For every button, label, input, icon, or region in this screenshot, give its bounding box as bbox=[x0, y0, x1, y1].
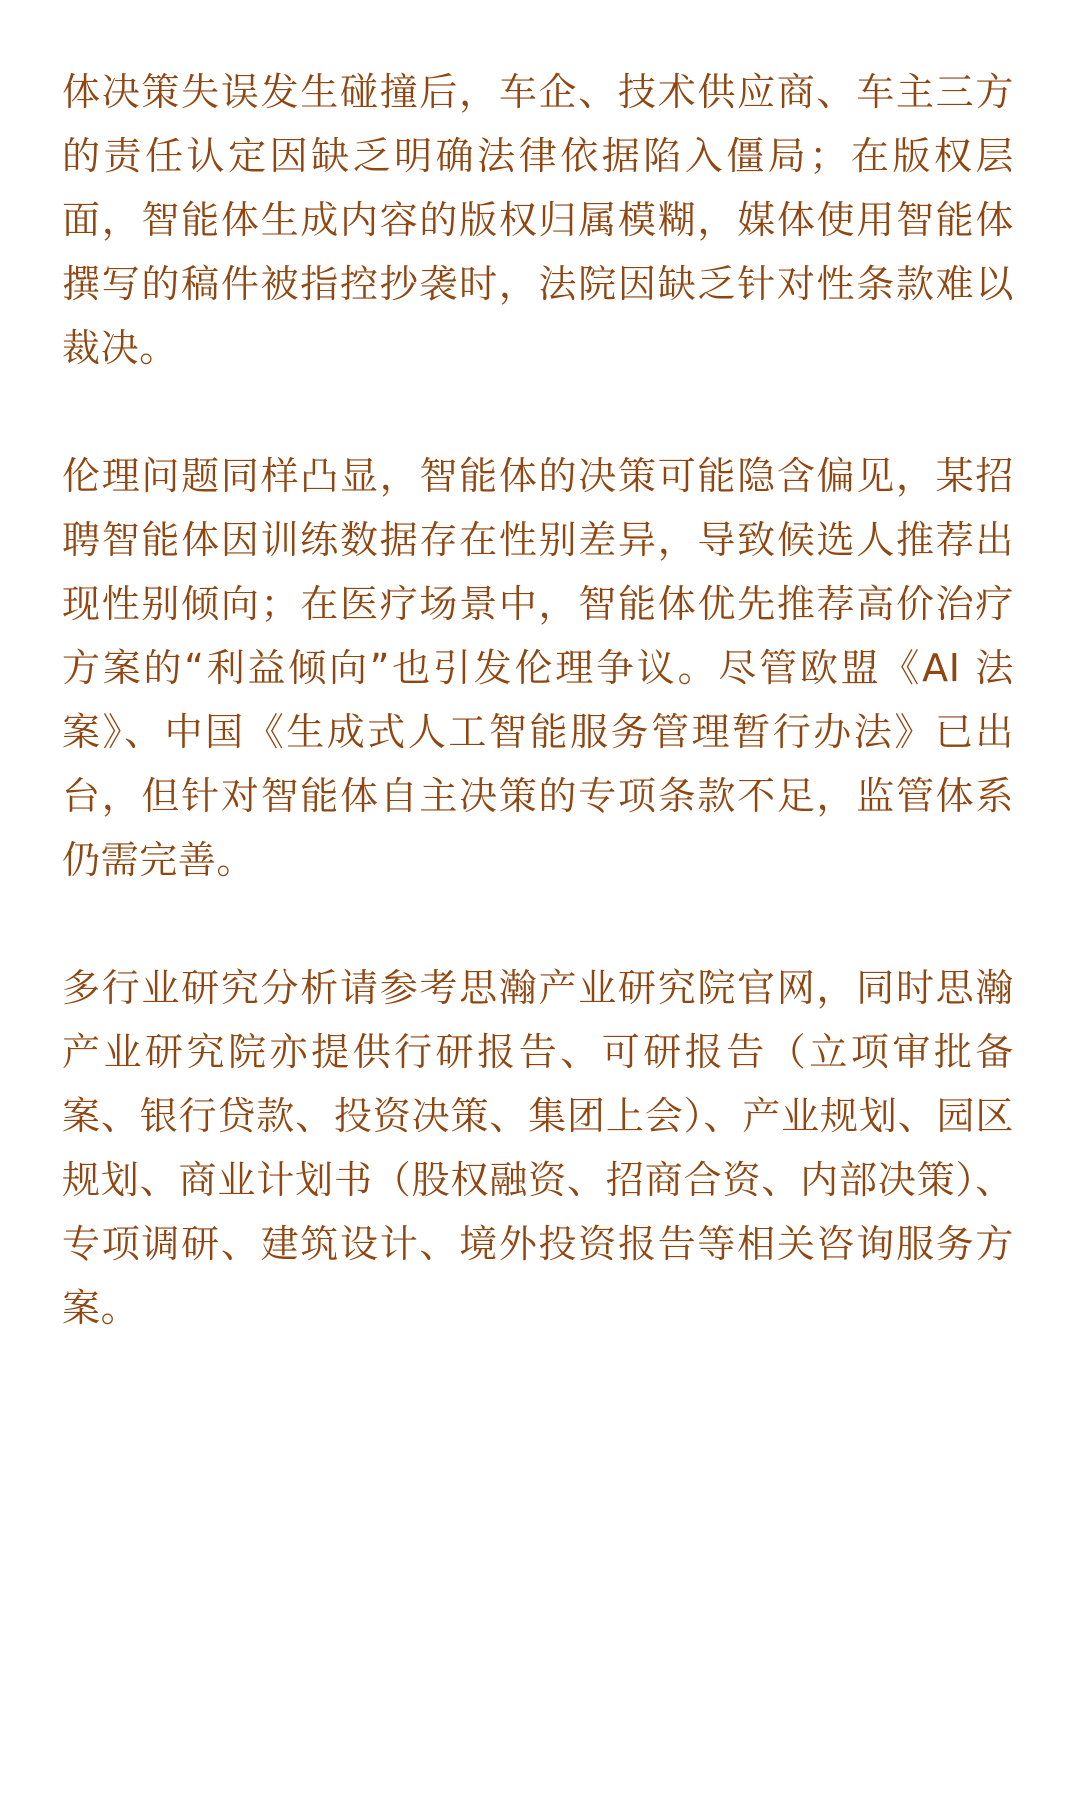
article-body bbox=[62, 60, 1014, 1340]
paragraph-ethics-regulation: 伦理问题同样凸显，智能体的决策可能隐含偏见，某招聘智能体因训练数据存在性别差异，导致候选人推荐出现性别倾向；在医疗场景中，智能体优先推荐高价治疗方案的“利益倾向”也引发伦理争议。尽管欧盟《AI 法案》、中国《生成式人工智能服务管理暂行办法》已出台，但针对智能体自主决策的专项条款不足，监管体系仍需完善。 bbox=[62, 454, 1014, 882]
paragraph-consulting-services: 多行业研究分析请参考思瀚产业研究院官网，同时思瀚产业研究院亦提供行研报告、可研报告（立项审批备案、银行贷款、投资决策、集团上会）、产业规划、园区规划、商业计划书（股权融资、招商合资、内部决策）、专项调研、建筑设计、境外投资报告等相关咨询服务方案。 bbox=[62, 966, 1014, 1330]
paragraph-liability-copyright: 体决策失误发生碰撞后，车企、技术供应商、车主三方的责任认定因缺乏明确法律依据陷入僵局；在版权层面，智能体生成内容的版权归属模糊，媒体使用智能体撰写的稿件被指控抄袭时，法院因缺乏针对性条款难以裁决。 bbox=[62, 70, 1014, 370]
